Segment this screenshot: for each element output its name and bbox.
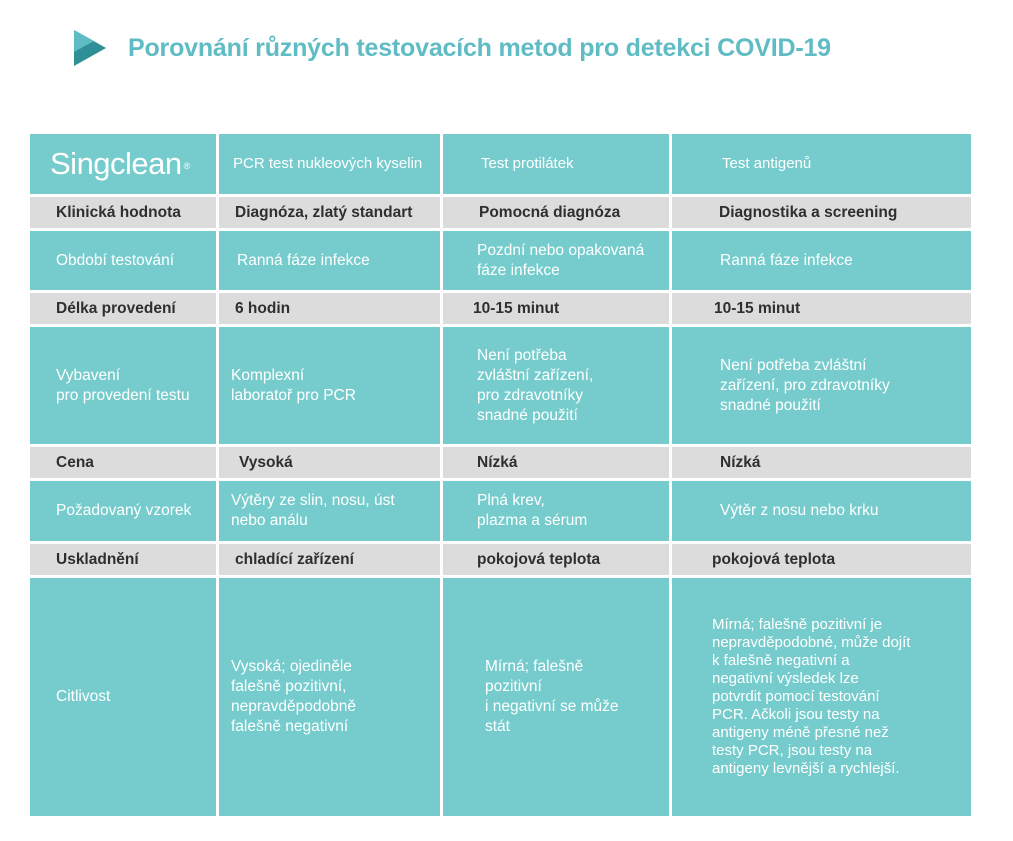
table-cell: Výtěry ze slin, nosu, úst nebo análu (219, 481, 440, 541)
table-cell: pokojová teplota (672, 544, 971, 575)
table-cell: Plná krev, plazma a sérum (443, 481, 669, 541)
comparison-table (30, 134, 971, 816)
table-cell: Komplexní laboratoř pro PCR (219, 327, 440, 444)
column-header-pcr: PCR test nukleových kyselin (219, 134, 440, 194)
table-cell: Vysoká (219, 447, 440, 478)
page-title: Porovnání různých testovacích metod pro detekci COVID-19 (128, 33, 831, 62)
row-label-equipment: Vybavení pro provedení testu (30, 327, 216, 444)
table-cell: Diagnóza, zlatý standart (219, 197, 440, 228)
row-label-sensitivity: Citlivost (30, 578, 216, 816)
table-cell: Ranná fáze infekce (219, 231, 440, 290)
row-label-price: Cena (30, 447, 216, 478)
table-cell: Mírná; falešně pozitivní i negativní se může stát (443, 578, 669, 816)
brand-logo (30, 134, 216, 194)
column-header-antigen: Test antigenů (672, 134, 971, 194)
brand-mark: ® (183, 161, 190, 171)
table-cell: Nízká (443, 447, 669, 478)
row-label-storage: Uskladnění (30, 544, 216, 575)
table-cell: Pozdní nebo opakovaná fáze infekce (443, 231, 669, 290)
table-cell: Mírná; falešně pozitivní je nepravděpodobné, může dojít k falešně negativní a negativní výsledek lze potvrdit pomocí testování PCR. Ačkoli jsou testy na antigeny méně přesné než testy PCR, jsou testy na antigeny levnější a rychlejší. (672, 578, 971, 816)
play-arrow-logo-icon (72, 28, 108, 68)
row-label-clinical-value: Klinická hodnota (30, 197, 216, 228)
table-cell: 10-15 minut (443, 293, 669, 324)
column-header-antibody: Test protilátek (443, 134, 669, 194)
table-cell: Vysoká; ojediněle falešně pozitivní, nepravděpodobně falešně negativní (219, 578, 440, 816)
table-cell: Diagnostika a screening (672, 197, 971, 228)
table-cell: Nízká (672, 447, 971, 478)
table-cell: 6 hodin (219, 293, 440, 324)
table-cell: Není potřeba zvláštní zařízení, pro zdravotníky snadné použití (672, 327, 971, 444)
table-cell: chladící zařízení (219, 544, 440, 575)
header (72, 26, 831, 70)
table-cell: Není potřeba zvláštní zařízení, pro zdravotníky snadné použití (443, 327, 669, 444)
row-label-duration: Délka provedení (30, 293, 216, 324)
brand-name: Singclean (50, 146, 182, 181)
table-cell: Pomocná diagnóza (443, 197, 669, 228)
row-label-sample: Požadovaný vzorek (30, 481, 216, 541)
row-label-testing-period: Období testování (30, 231, 216, 290)
table-cell: Ranná fáze infekce (672, 231, 971, 290)
table-cell: pokojová teplota (443, 544, 669, 575)
table-cell: 10-15 minut (672, 293, 971, 324)
table-cell: Výtěr z nosu nebo krku (672, 481, 971, 541)
